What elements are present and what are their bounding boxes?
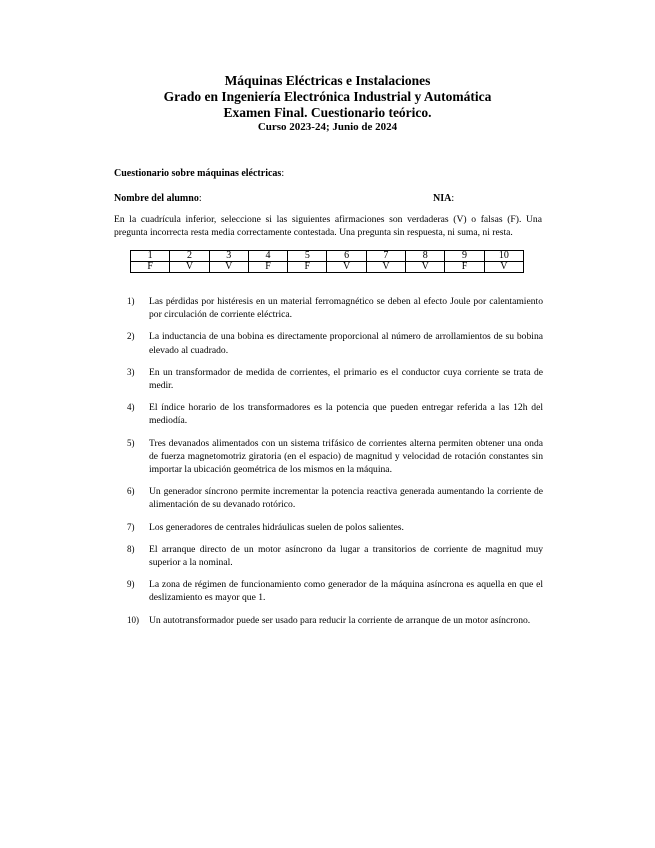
question-list — [127, 295, 543, 636]
question-item — [127, 614, 543, 627]
grid-answer-row — [131, 262, 524, 273]
question-number: 5) — [127, 437, 135, 448]
exam-title: Examen Final. Cuestionario teórico. — [223, 105, 432, 120]
question-number: 6) — [127, 486, 135, 497]
question-text: Los generadores de centrales hidráulicas suelen de polos salientes. — [149, 521, 404, 533]
question-item — [127, 330, 543, 356]
grid-number: 2 — [170, 251, 209, 262]
question-item — [127, 401, 543, 427]
question-number: 8) — [127, 543, 135, 554]
course-title: Máquinas Eléctricas e Instalaciones — [224, 73, 431, 88]
nia-field[interactable] — [433, 193, 454, 204]
grid-answer-cell[interactable]: V — [327, 262, 366, 273]
question-number: 7) — [127, 521, 135, 532]
question-item — [127, 366, 543, 392]
question-text: Un generador síncrono permite incrementar la potencia reactiva generada aumentando la corriente de alimentación de su devanado rotórico. — [149, 486, 543, 511]
question-item — [127, 543, 543, 569]
student-name-label: Nombre del alumno — [114, 193, 199, 204]
grid-number: 3 — [209, 251, 248, 262]
question-number: 9) — [127, 579, 135, 590]
question-item — [127, 485, 543, 511]
question-text: Las pérdidas por histéresis en un material ferromagnético se deben al efecto Joule por calentamiento por circulación de corriente eléctrica. — [149, 296, 543, 321]
grid-number: 5 — [288, 251, 327, 262]
question-text: La inductancia de una bobina es directamente proporcional al número de arrollamientos de su bobina elevado al cuadrado. — [149, 331, 543, 356]
grid-answer-cell[interactable]: V — [366, 262, 405, 273]
nia-label: NIA — [433, 193, 452, 204]
question-item — [127, 521, 543, 534]
section-label: Cuestionario sobre máquinas eléctricas — [114, 168, 282, 179]
grid-number: 6 — [327, 251, 366, 262]
question-number: 3) — [127, 366, 135, 377]
degree-title: Grado en Ingeniería Electrónica Industrial y Automática — [163, 89, 492, 104]
grid-number: 10 — [484, 251, 523, 262]
question-item — [127, 578, 543, 604]
question-number: 10) — [127, 614, 139, 625]
grid-answer-cell[interactable]: V — [406, 262, 445, 273]
section-suffix: : — [281, 168, 285, 179]
answer-grid — [130, 250, 524, 273]
grid-answer-cell[interactable]: F — [445, 262, 484, 273]
question-number: 4) — [127, 402, 135, 413]
grid-answer-cell[interactable]: F — [288, 262, 327, 273]
grid-number: 7 — [366, 251, 405, 262]
question-text: Tres devanados alimentados con un sistema trifásico de corrientes alterna permiten obtener una onda de fuerza magnetomotriz giratoria (en el espacio) de magnitud y velocidad de rotación constantes sin importar la ubicación geométrica de los mismos en la máquina. — [149, 437, 543, 476]
student-name-field[interactable] — [114, 193, 202, 204]
student-name-suffix: : — [198, 193, 202, 204]
course-date: Curso 2023-24; Junio de 2024 — [257, 121, 398, 133]
question-text: El índice horario de los transformadores es la potencia que pueden entregar referida a las 12h del mediodía. — [149, 402, 543, 427]
grid-answer-cell[interactable]: F — [131, 262, 170, 273]
grid-answer-cell[interactable]: V — [209, 262, 248, 273]
grid-answer-cell[interactable]: V — [170, 262, 209, 273]
instructions: En la cuadrícula inferior, seleccione si las siguientes afirmaciones son verdaderas (V) o falsas (F). Una pregunta incorrecta resta media correctamente contestada. Una pregunta sin respuesta, ni suma, ni resta. — [114, 214, 542, 238]
question-text: El arranque directo de un motor asíncrono da lugar a transitorios de corriente de magnitud muy superior a la nominal. — [149, 543, 543, 569]
grid-number: 4 — [248, 251, 287, 262]
grid-answer-cell[interactable]: F — [248, 262, 287, 273]
question-text: En un transformador de medida de corrientes, el primario es el conductor cuya corriente se trata de medir. — [149, 366, 543, 392]
section-heading — [114, 168, 284, 179]
grid-answer-cell[interactable]: V — [484, 262, 523, 273]
grid-number-row — [131, 251, 524, 262]
grid-number: 1 — [131, 251, 170, 262]
question-text: Un autotransformador puede ser usado para reducir la corriente de arranque de un motor asíncrono. — [149, 614, 531, 626]
grid-number: 9 — [445, 251, 484, 262]
question-item — [127, 295, 543, 321]
question-number: 2) — [127, 331, 135, 342]
question-text: La zona de régimen de funcionamiento como generador de la máquina asíncrona es aquella en que el deslizamiento es mayor que 1. — [149, 579, 543, 604]
question-item — [127, 437, 543, 477]
question-number: 1) — [127, 296, 135, 306]
grid-number: 8 — [406, 251, 445, 262]
nia-suffix: : — [451, 193, 455, 204]
